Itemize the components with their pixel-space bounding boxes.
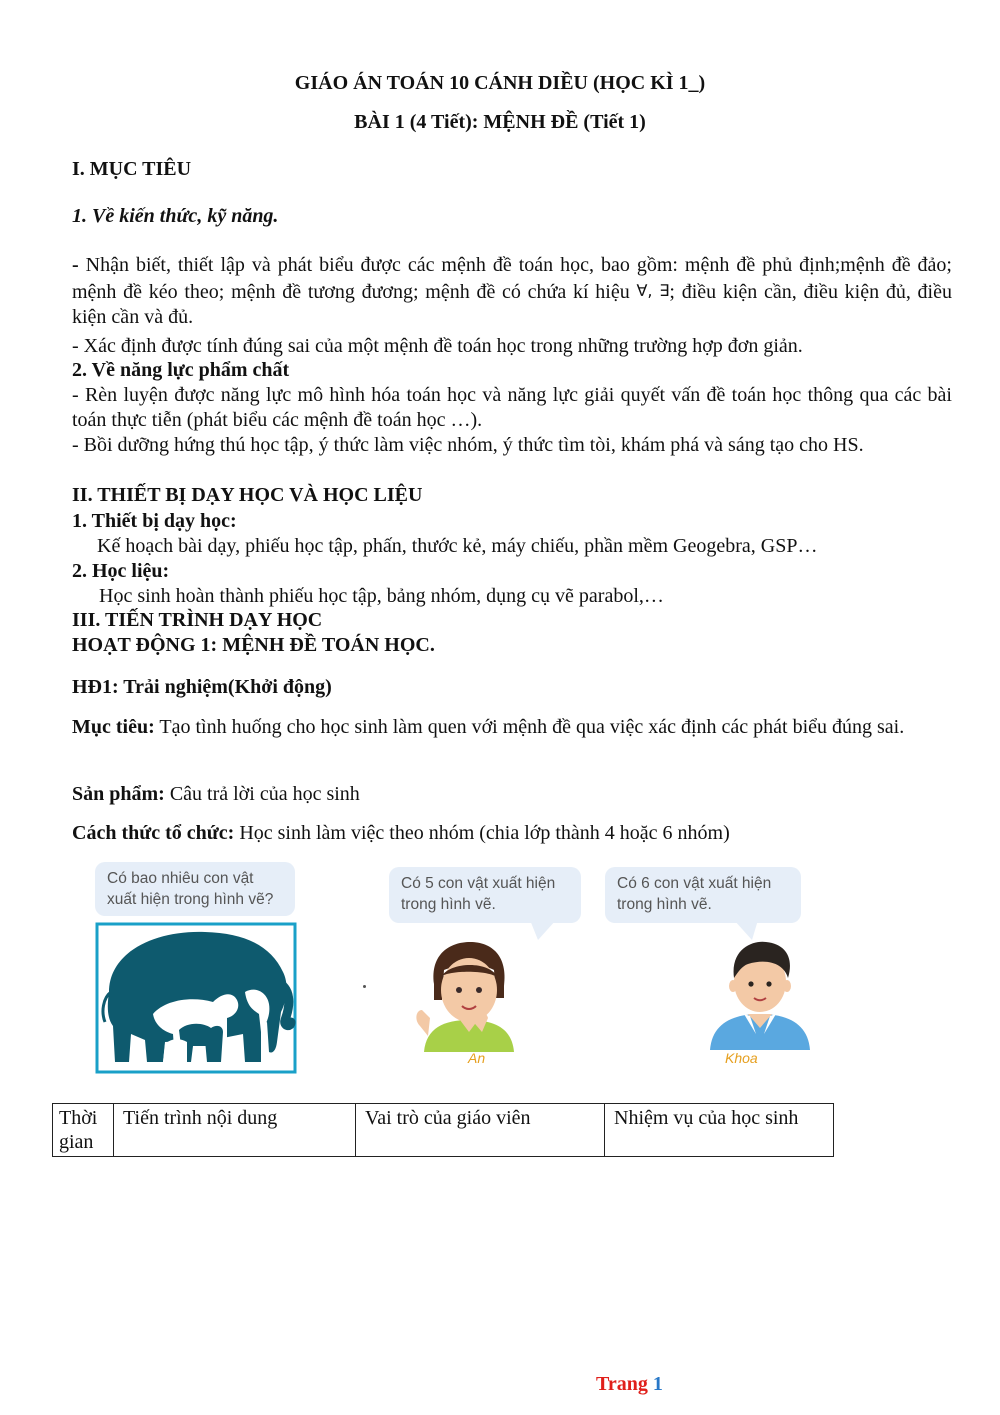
section-2-heading: II. THIẾT BỊ DẠY HỌC VÀ HỌC LIỆU — [72, 484, 423, 506]
section-2-sub-2: 2. Học liệu: — [72, 560, 170, 582]
paragraph-text-a: Nhận biết, thiết lập và phát biểu được các mệnh đề toán học, bao gồm: mệnh đề phủ định;mệnh đề đảo; mệnh đề kéo theo; mệnh đề tương đương; mệnh đề có chứa kí hiệu — [72, 254, 952, 303]
equipment-text: Kế hoạch bài dạy, phiếu học tập, phấn, thước kẻ, máy chiếu, phần mềm Geogebra, GSP… — [97, 535, 818, 557]
quantifier-symbols: ∀, ∃ — [636, 281, 670, 300]
table-header-teacher-role: Vai trò của giáo viên — [356, 1104, 605, 1157]
section-3-heading: III. TIẾN TRÌNH DẠY HỌC — [72, 609, 323, 631]
table-header-row — [53, 1104, 834, 1157]
question-bubble: Có bao nhiêu con vật xuất hiện trong hình vẽ? — [95, 862, 295, 916]
khoa-speech-bubble: Có 6 con vật xuất hiện trong hình vẽ. — [605, 867, 801, 923]
section-2-sub-1: 1. Thiết bị dạy học: — [72, 510, 237, 532]
paragraph-competence-2: - Bồi dưỡng hứng thú học tập, ý thức làm việc nhóm, ý thức tìm tòi, khám phá và sáng tạo cho HS. — [72, 434, 864, 456]
activity-heading: HOẠT ĐỘNG 1: MỆNH ĐỀ TOÁN HỌC. — [72, 634, 435, 656]
goal-label: Mục tiêu: — [72, 716, 155, 738]
paragraph-text-b: ; điều kiện cần, điều kiện đủ, điều kiện cần và đủ. — [72, 281, 952, 328]
khoa-boy-figure — [704, 938, 816, 1050]
an-speech-bubble: Có 5 con vật xuất hiện trong hình vẽ. — [389, 867, 581, 923]
paragraph-knowledge-2: - Xác định được tính đúng sai của một mệnh đề toán học trong những trường hợp đơn giản. — [72, 335, 803, 357]
goal-paragraph — [72, 715, 952, 740]
hd1-heading: HĐ1: Trải nghiệm(Khởi động) — [72, 676, 332, 698]
dash: - — [72, 254, 79, 276]
method-paragraph — [72, 821, 730, 845]
method-text: Học sinh làm việc theo nhóm (chia lớp thành 4 hoặc 6 nhóm) — [234, 822, 730, 844]
stray-dot — [363, 985, 366, 988]
document-title: GIÁO ÁN TOÁN 10 CÁNH DIỀU (HỌC KÌ 1_) — [294, 72, 706, 94]
paragraph-knowledge-1 — [72, 253, 952, 330]
lesson-title: BÀI 1 (4 Tiết): MỆNH ĐỀ (Tiết 1) — [354, 111, 646, 133]
elephant-silhouette-image — [95, 922, 297, 1074]
an-girl-figure — [404, 940, 534, 1052]
page-word: Trang — [596, 1373, 648, 1395]
lesson-plan-table — [52, 1103, 834, 1157]
an-name-label: An — [468, 1050, 486, 1066]
paragraph-competence-1: - Rèn luyện được năng lực mô hình hóa toán học và năng lực giải quyết vấn đề toán học thông qua các bài toán thực tiễn (phát biểu các mệnh đề toán học …). — [72, 384, 952, 431]
section-1-heading: I. MỤC TIÊU — [72, 158, 192, 180]
page-number: 1 — [652, 1373, 663, 1395]
product-paragraph — [72, 782, 360, 806]
an-bubble-tail — [528, 920, 558, 942]
table-header-content: Tiến trình nội dung — [114, 1104, 356, 1157]
table-header-student-task: Nhiệm vụ của học sinh — [605, 1104, 834, 1157]
materials-text: Học sinh hoàn thành phiếu học tập, bảng nhóm, dụng cụ vẽ parabol,… — [99, 585, 664, 607]
khoa-name-label: Khoa — [725, 1050, 758, 1066]
product-text: Câu trả lời của học sinh — [164, 783, 360, 805]
page-footer — [596, 1373, 663, 1396]
section-1-sub-2: 2. Về năng lực phẩm chất — [72, 359, 290, 381]
product-label: Sản phẩm: — [72, 783, 165, 805]
goal-text: Tạo tình huống cho học sinh làm quen với mệnh đề qua việc xác định các phát biểu đúng sai. — [154, 716, 905, 738]
section-1-sub-1: 1. Về kiến thức, kỹ năng. — [72, 205, 279, 227]
table-header-time: Thời gian — [53, 1104, 114, 1157]
method-label: Cách thức tổ chức: — [72, 822, 235, 844]
